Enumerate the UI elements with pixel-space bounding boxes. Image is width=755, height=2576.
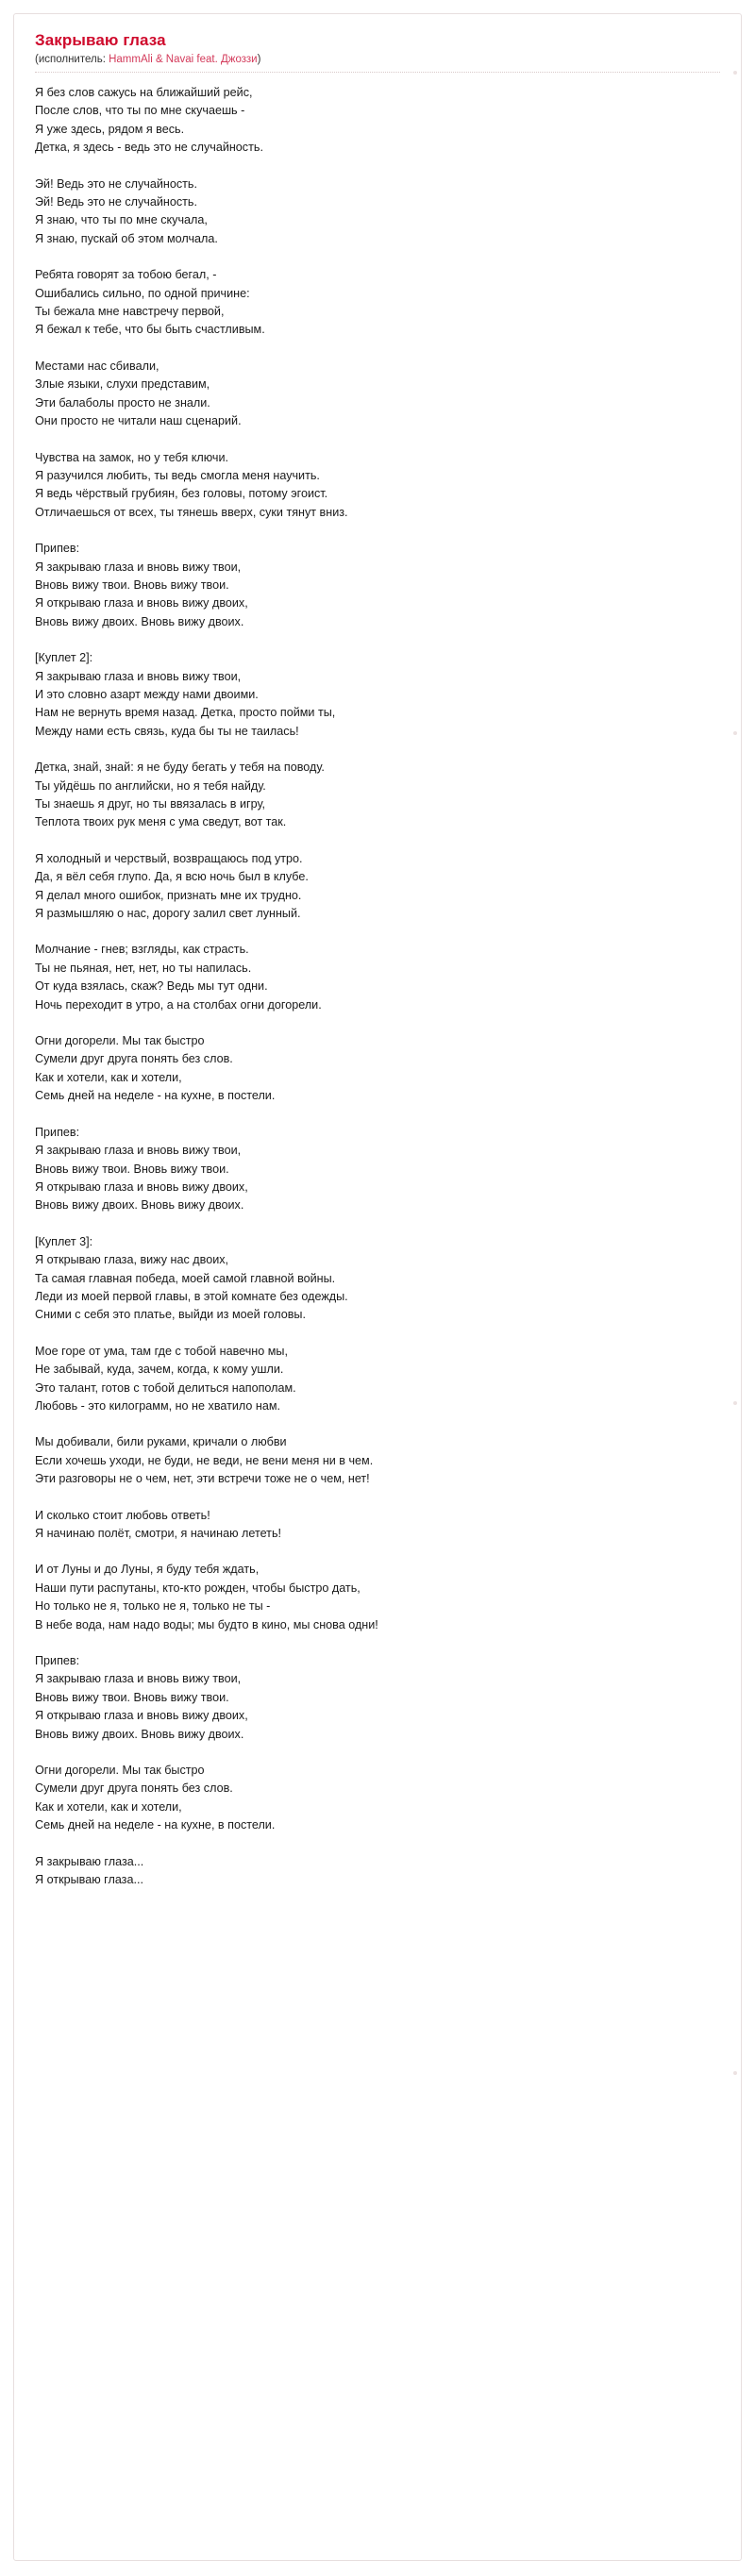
lyrics-stanza-verse	[35, 649, 720, 741]
lyrics-line: Наши пути распутаны, кто-кто рожден, чтобы быстро дать,	[35, 1581, 361, 1595]
lyrics-stanza	[35, 1853, 720, 1890]
lyrics-stanza	[35, 449, 720, 523]
lyrics-line: Та самая главная победа, моей самой главной войны.	[35, 1271, 336, 1285]
lyrics-line: Но только не я, только не я, только не ты -	[35, 1599, 271, 1614]
lyrics-line: Ты не пьяная, нет, нет, но ты напилась.	[35, 961, 252, 975]
lyrics-line: Нам не вернуть время назад. Детка, просто пойми ты,	[35, 706, 336, 720]
lyrics-line: Между нами есть связь, куда бы ты не таилась!	[35, 724, 299, 738]
lyrics-line: Леди из моей первой главы, в этой комнате без одежды.	[35, 1289, 348, 1303]
lyrics-line: Эй! Ведь это не случайность.	[35, 176, 197, 191]
lyrics-line: Мое горе от ума, там где с тобой навечно мы,	[35, 1344, 288, 1358]
lyrics-line: И сколько стоит любовь ответь!	[35, 1508, 210, 1522]
lyrics-line: Местами нас сбивали,	[35, 359, 159, 373]
lyrics-stanza	[35, 1032, 720, 1106]
lyrics-stanza	[35, 1343, 720, 1416]
lyrics-line: Не забывай, куда, зачем, когда, к кому ушли.	[35, 1363, 284, 1377]
lyrics-line: От куда взялась, скаж? Ведь мы тут одни.	[35, 979, 268, 994]
lyrics-line: Вновь вижу двоих. Вновь вижу двоих.	[35, 1198, 244, 1213]
lyrics-line: Я без слов сажусь на ближайший рейс,	[35, 86, 253, 99]
lyrics-line: Я закрываю глаза...	[35, 1854, 144, 1868]
lyrics-line: Эти разговоры не о чем, нет, эти встречи тоже не о чем, нет!	[35, 1472, 370, 1486]
lyrics-line: Ты бежала мне навстречу первой,	[35, 305, 225, 319]
lyrics-line: Ошибались сильно, по одной причине:	[35, 286, 250, 300]
lyrics-line: Я начинаю полёт, смотри, я начинаю лететь!	[35, 1527, 282, 1540]
verse-heading: [Куплет 2]:	[35, 651, 93, 665]
performer-line	[35, 54, 720, 73]
lyrics-line: Вновь вижу двоих. Вновь вижу двоих.	[35, 1727, 244, 1741]
lyrics-stanza	[35, 850, 720, 924]
performer-close-paren: )	[257, 54, 261, 65]
lyrics-line: Чувства на замок, но у тебя ключи.	[35, 450, 229, 464]
lyrics-line: Любовь - это килограмм, но не хватило нам.	[35, 1398, 281, 1413]
lyrics-line: Мы добивали, били руками, кричали о любви	[35, 1435, 287, 1449]
page-edge-dot	[733, 71, 737, 75]
lyrics-stanza	[35, 941, 720, 1014]
lyrics-line: Я открываю глаза, вижу нас двоих,	[35, 1253, 229, 1267]
lyrics-line: Вновь вижу твои. Вновь вижу твои.	[35, 1690, 229, 1704]
chorus-heading: Припев:	[35, 542, 80, 556]
performer-link[interactable]: HammAli & Navai feat. Джоззи	[109, 54, 258, 65]
lyrics-line: Они просто не читали наш сценарий.	[35, 414, 242, 428]
lyrics-line: Ребята говорят за тобою бегал, -	[35, 268, 217, 282]
lyrics-stanza	[35, 1433, 720, 1488]
lyrics-stanza	[35, 1507, 720, 1544]
lyrics-line: Вновь вижу твои. Вновь вижу твои.	[35, 1162, 229, 1176]
lyrics-line: Я закрываю глаза и вновь вижу твои,	[35, 1144, 242, 1158]
lyrics-line: Я холодный и черствый, возвращаюсь под утро.	[35, 851, 303, 865]
lyrics-line: Я открываю глаза и вновь вижу двоих,	[35, 596, 248, 611]
lyrics-stanza	[35, 84, 720, 158]
lyrics-stanza	[35, 358, 720, 431]
lyrics-line: После слов, что ты по мне скучаешь -	[35, 104, 245, 118]
lyrics-line: В небе вода, нам надо воды; мы будто в кино, мы снова одни!	[35, 1617, 378, 1631]
lyrics-line: Теплота твоих рук меня с ума сведут, вот так.	[35, 815, 287, 829]
lyrics-line: Я закрываю глаза и вновь вижу твои,	[35, 669, 242, 683]
lyrics-body	[35, 84, 720, 1890]
lyrics-line: Эти балаболы просто не знали.	[35, 395, 210, 410]
lyrics-line: Огни догорели. Мы так быстро	[35, 1764, 205, 1778]
lyrics-line: Я знаю, что ты по мне скучала,	[35, 213, 208, 227]
lyrics-stanza	[35, 266, 720, 340]
lyrics-line: Семь дней на неделе - на кухне, в постели.	[35, 1089, 276, 1103]
lyrics-stanza-verse	[35, 1233, 720, 1325]
lyrics-line: Сними с себя это платье, выйди из моей головы.	[35, 1308, 306, 1322]
lyrics-line: И это словно азарт между нами двоими.	[35, 687, 259, 701]
lyrics-line: Вновь вижу двоих. Вновь вижу двоих.	[35, 614, 244, 628]
lyrics-line: Ты уйдёшь по английски, но я тебя найду.	[35, 778, 266, 793]
lyrics-line: Как и хотели, как и хотели,	[35, 1070, 182, 1084]
lyrics-line: Я бежал к тебе, что бы быть счастливым.	[35, 323, 265, 337]
lyrics-line: Это талант, готов с тобой делиться напополам.	[35, 1380, 296, 1395]
lyrics-stanza	[35, 1561, 720, 1634]
lyrics-line: Я делал много ошибок, признать мне их трудно.	[35, 888, 302, 902]
lyrics-stanza	[35, 759, 720, 832]
lyrics-line: Я ведь чёрствый грубиян, без головы, потому эгоист.	[35, 487, 328, 501]
lyrics-line: Как и хотели, как и хотели,	[35, 1799, 182, 1814]
lyrics-line: Детка, я здесь - ведь это не случайность.	[35, 141, 263, 155]
performer-label: (исполнитель:	[35, 54, 109, 65]
lyrics-line: Я закрываю глаза и вновь вижу твои,	[35, 1672, 242, 1686]
lyrics-line: Ты знаешь я друг, но ты ввязалась в игру,	[35, 797, 266, 811]
lyrics-line: Да, я вёл себя глупо. Да, я всю ночь был в клубе.	[35, 870, 309, 884]
lyrics-line: Молчание - гнев; взгляды, как страсть.	[35, 943, 249, 957]
lyrics-line: Злые языки, слухи представим,	[35, 377, 210, 392]
page-edge-dot	[733, 2071, 737, 2075]
lyrics-line: Если хочешь уходи, не буди, не веди, не вени меня ни в чем.	[35, 1453, 374, 1467]
page-title: Закрываю глаза	[35, 31, 166, 49]
page-edge-dot	[733, 1401, 737, 1405]
lyrics-sheet	[13, 13, 742, 2561]
lyrics-line: И от Луны и до Луны, я буду тебя ждать,	[35, 1563, 260, 1577]
lyrics-line: Отличаешься от всех, ты тянешь вверх, суки тянут вниз.	[35, 505, 348, 519]
lyrics-line: Сумели друг друга понять без слов.	[35, 1781, 233, 1796]
lyrics-stanza-chorus	[35, 540, 720, 631]
lyrics-stanza-chorus	[35, 1652, 720, 1744]
lyrics-stanza	[35, 176, 720, 249]
lyrics-line: Я открываю глаза и вновь вижу двоих,	[35, 1179, 248, 1194]
verse-heading: [Куплет 3]:	[35, 1234, 93, 1248]
lyrics-line: Я уже здесь, рядом я весь.	[35, 122, 185, 136]
page-edge-dot	[733, 731, 737, 735]
lyrics-line: Я закрываю глаза и вновь вижу твои,	[35, 560, 242, 574]
lyrics-line: Эй! Ведь это не случайность.	[35, 195, 197, 209]
lyrics-line: Семь дней на неделе - на кухне, в постели.	[35, 1818, 276, 1832]
lyrics-stanza	[35, 1762, 720, 1835]
lyrics-line: Я размышляю о нас, дорогу залил свет лунный.	[35, 907, 301, 921]
lyrics-line: Я открываю глаза и вновь вижу двоих,	[35, 1709, 248, 1723]
lyrics-line: Детка, знай, знай: я не буду бегать у тебя на поводу.	[35, 761, 325, 775]
chorus-heading: Припев:	[35, 1125, 80, 1139]
lyrics-stanza-chorus	[35, 1124, 720, 1215]
lyrics-line: Я открываю глаза...	[35, 1873, 143, 1887]
chorus-heading: Припев:	[35, 1654, 80, 1668]
lyrics-line: Ночь переходит в утро, а на столбах огни догорели.	[35, 997, 322, 1012]
lyrics-line: Огни догорели. Мы так быстро	[35, 1034, 205, 1048]
lyrics-line: Вновь вижу твои. Вновь вижу твои.	[35, 577, 229, 592]
lyrics-line: Сумели друг друга понять без слов.	[35, 1052, 233, 1066]
lyrics-line: Я знаю, пускай об этом молчала.	[35, 231, 218, 245]
lyrics-line: Я разучился любить, ты ведь смогла меня научить.	[35, 468, 320, 482]
